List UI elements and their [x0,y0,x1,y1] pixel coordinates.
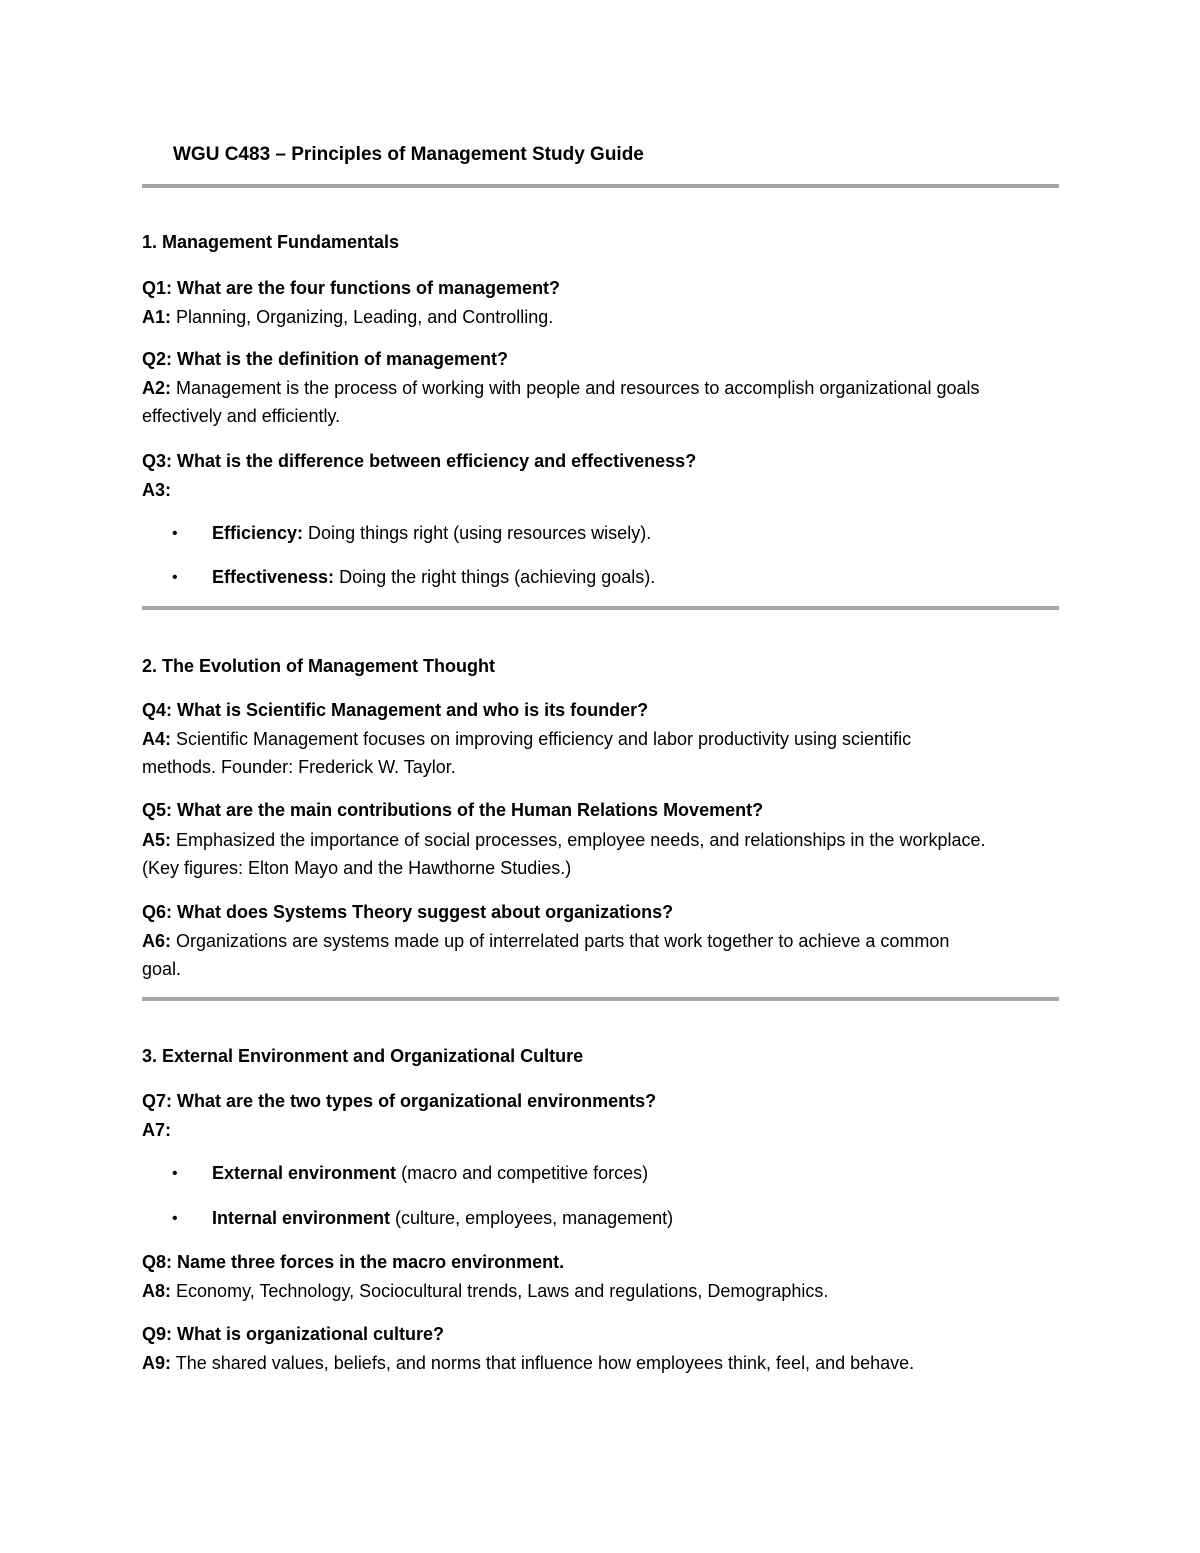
answer-continued: (Key figures: Elton Mayo and the Hawthorne Studies.) [142,858,572,878]
question: Q6: What does Systems Theory suggest about organizations? [142,902,674,922]
bullet-icon: • [172,525,178,542]
bullet-icon: • [172,569,178,586]
section-heading: 1. Management Fundamentals [142,232,400,252]
divider [142,997,1059,1001]
answer: A5: Emphasized the importance of social processes, employee needs, and relationships in the workplace. [142,830,986,850]
bullet-icon: • [172,1165,178,1182]
divider [142,606,1059,610]
document-title: WGU C483 – Principles of Management Study Guide [173,144,644,165]
question: Q5: What are the main contributions of the Human Relations Movement? [142,800,764,820]
answer: A9: The shared values, beliefs, and norms that influence how employees think, feel, and behave. [142,1353,915,1373]
list-item: Effectiveness: Doing the right things (achieving goals). [212,567,656,587]
answer: A6: Organizations are systems made up of interrelated parts that work together to achieve a common [142,931,950,951]
question: Q9: What is organizational culture? [142,1324,445,1344]
answer-continued: methods. Founder: Frederick W. Taylor. [142,757,456,777]
list-item: External environment (macro and competitive forces) [212,1163,649,1183]
section-heading: 3. External Environment and Organizational Culture [142,1046,584,1066]
list-item: Efficiency: Doing things right (using resources wisely). [212,523,652,543]
bullet-icon: • [172,1210,178,1227]
question: Q2: What is the definition of management? [142,349,509,369]
answer-label: A7: [142,1120,172,1140]
divider [142,184,1059,188]
answer-continued: effectively and efficiently. [142,406,341,426]
question: Q8: Name three forces in the macro environment. [142,1252,565,1272]
question: Q4: What is Scientific Management and who is its founder? [142,700,649,720]
question: Q7: What are the two types of organizational environments? [142,1091,657,1111]
question: Q3: What is the difference between efficiency and effectiveness? [142,451,697,471]
answer-label: A3: [142,480,172,500]
answer: A1: Planning, Organizing, Leading, and Controlling. [142,307,554,327]
list-item: Internal environment (culture, employees, management) [212,1208,674,1228]
section-heading: 2. The Evolution of Management Thought [142,656,495,676]
answer-continued: goal. [142,959,182,979]
answer: A8: Economy, Technology, Sociocultural trends, Laws and regulations, Demographics. [142,1281,829,1301]
question: Q1: What are the four functions of management? [142,278,561,298]
answer: A2: Management is the process of working with people and resources to accomplish organizational goals [142,378,980,398]
answer: A4: Scientific Management focuses on improving efficiency and labor productivity using scientific [142,729,912,749]
